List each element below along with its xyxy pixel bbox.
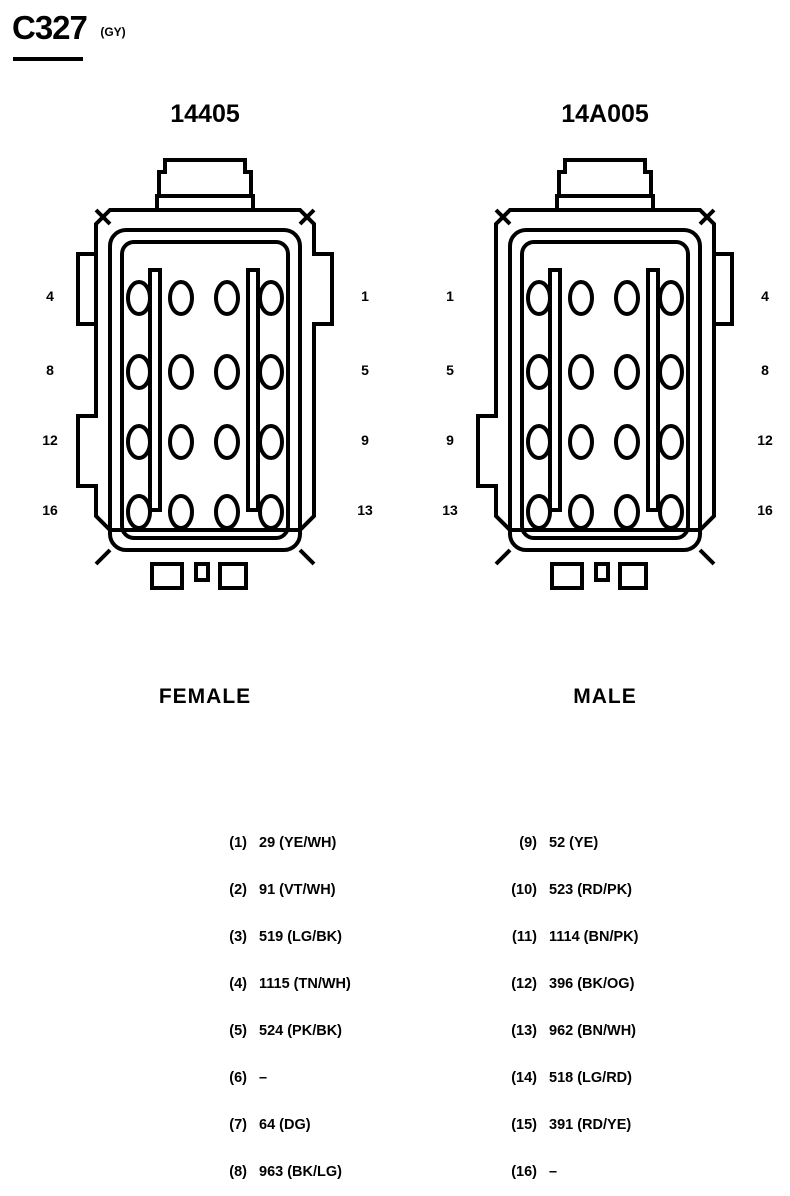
legend-index: (4) [229,976,247,992]
gender-label-female: FEMALE [158,685,252,708]
pin-legend-column-right [495,820,785,1196]
list-item [495,1055,785,1102]
legend-value: 91 (VT/WH) [259,882,336,898]
list-item [205,1149,495,1196]
legend-index: (6) [229,1070,247,1086]
pin-label-female-left-1: 4 [46,288,54,304]
legend-value: 523 (RD/PK) [549,882,632,898]
gender-label-male: MALE [573,685,637,708]
legend-value: 396 (BK/OG) [549,976,635,992]
legend-index: (9) [519,835,537,851]
list-item [205,961,495,1008]
pin-label-female-right-3: 9 [361,432,369,448]
legend-value: 1114 (BN/PK) [549,929,639,945]
list-item [205,820,495,867]
pin-label-female-left-4: 16 [42,502,58,518]
legend-value: 391 (RD/YE) [549,1117,632,1133]
pin-label-male-right-2: 8 [761,362,769,378]
legend-value: 518 (LG/RD) [549,1070,632,1086]
legend-index: (3) [229,929,247,945]
list-item [205,1102,495,1149]
list-item [205,1008,495,1055]
connector-color-code: (GY) [100,25,126,39]
pin-label-female-right-1: 1 [361,288,369,304]
legend-index: (2) [229,882,247,898]
legend-value: 64 (DG) [259,1117,311,1133]
legend-index: (15) [511,1117,537,1133]
legend-index: (8) [229,1164,247,1180]
legend-index: (1) [229,835,247,851]
legend-index: (16) [511,1164,537,1180]
list-item [205,1055,495,1102]
connector-male-drawing [440,150,770,680]
pin-label-male-right-3: 12 [757,432,773,448]
part-number-male: 14A005 [561,100,649,128]
connector-male [440,100,773,730]
list-item [495,867,785,914]
legend-value: – [259,1070,268,1086]
pin-legend [0,820,790,1196]
legend-index: (7) [229,1117,247,1133]
pin-label-male-left-3: 9 [446,432,454,448]
list-item [205,914,495,961]
legend-index: (11) [512,929,537,945]
legend-value: 1115 (TN/WH) [259,976,351,992]
pin-label-male-left-4: 13 [442,502,458,518]
legend-index: (13) [511,1023,537,1039]
pin-label-male-left-1: 1 [446,288,454,304]
legend-value: 29 (YE/WH) [259,835,337,851]
diagram-header [12,10,312,70]
header-underline [13,57,83,61]
part-number-female: 14405 [170,100,240,128]
pin-label-female-left-3: 12 [42,432,58,448]
connector-female-drawing [40,150,370,680]
pin-legend-column-left [205,820,495,1196]
legend-index: (5) [229,1023,247,1039]
list-item [495,820,785,867]
pin-label-female-right-4: 13 [357,502,373,518]
list-item [495,1008,785,1055]
pin-label-male-left-2: 5 [446,362,454,378]
legend-index: (14) [511,1070,537,1086]
pin-label-female-right-2: 5 [361,362,369,378]
connector-female [40,100,373,730]
legend-value: 524 (PK/BK) [259,1023,342,1039]
legend-index: (12) [511,976,537,992]
legend-value: 962 (BN/WH) [549,1023,637,1039]
legend-index: (10) [511,882,537,898]
legend-value: 52 (YE) [549,835,599,851]
list-item [495,1102,785,1149]
list-item [495,1149,785,1196]
list-item [495,961,785,1008]
list-item [495,914,785,961]
legend-value: 963 (BK/LG) [259,1164,342,1180]
list-item [205,867,495,914]
pin-label-male-right-1: 4 [761,288,769,304]
connector-id: C327 [12,9,87,46]
pin-label-male-right-4: 16 [757,502,773,518]
pin-label-female-left-2: 8 [46,362,54,378]
legend-value: – [549,1164,558,1180]
legend-value: 519 (LG/BK) [259,929,342,945]
